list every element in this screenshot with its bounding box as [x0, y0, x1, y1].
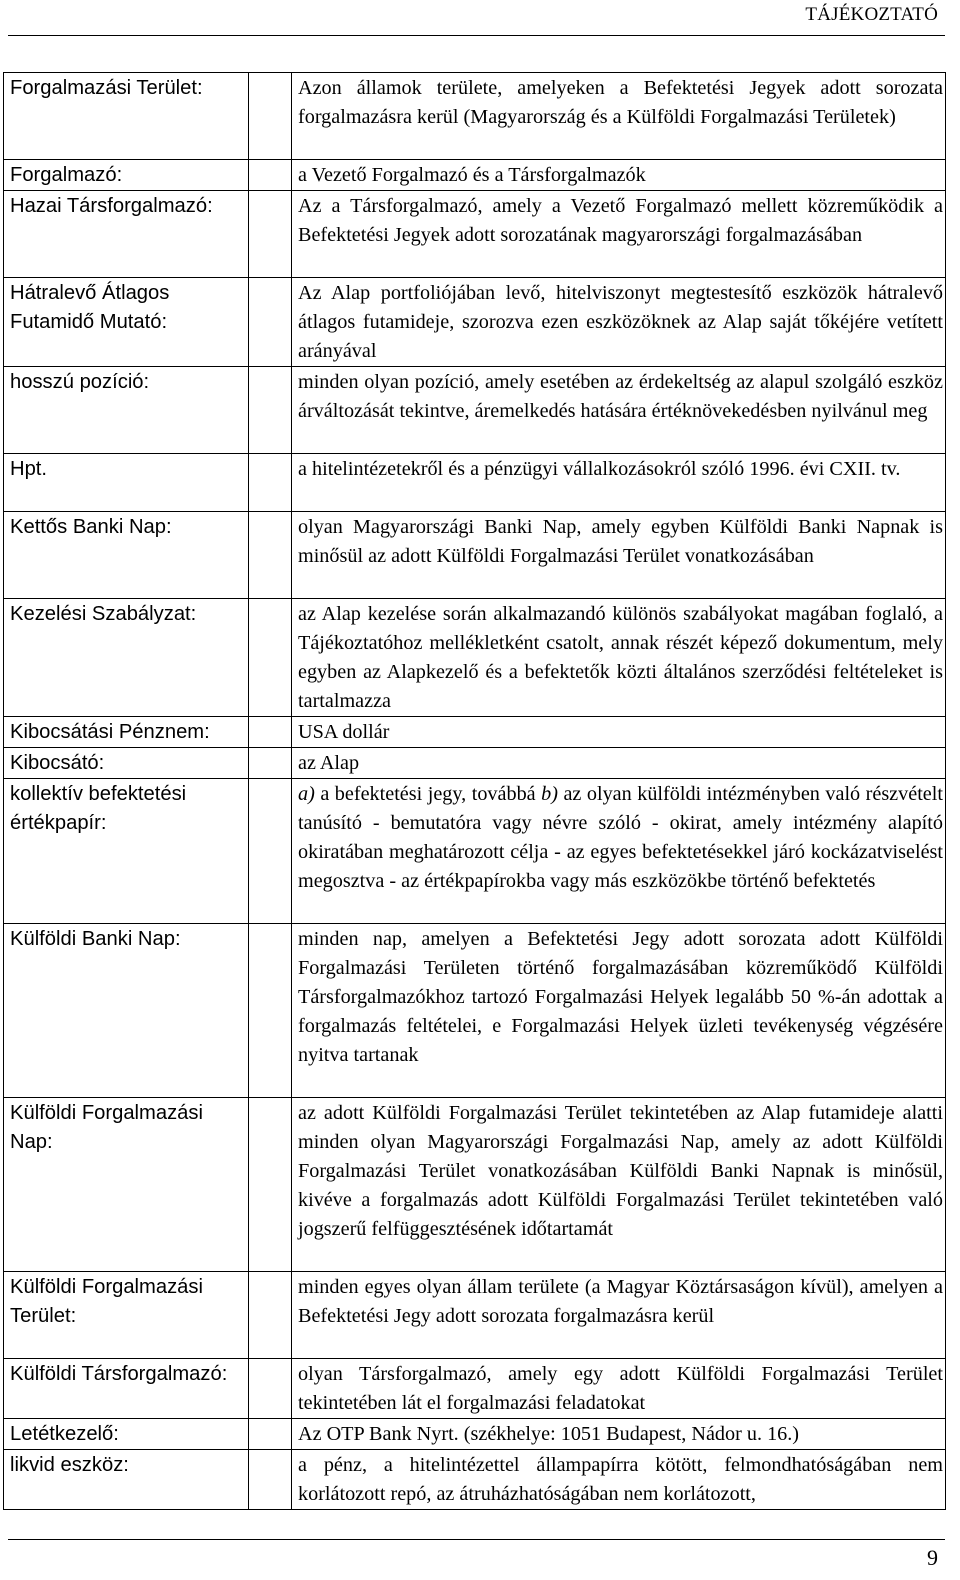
- spacer-cell: [249, 1098, 292, 1272]
- footer-rule: [8, 1539, 945, 1540]
- term-cell: Külföldi Forgalmazási Terület:: [4, 1272, 249, 1359]
- spacer-cell: [249, 73, 292, 160]
- definition-cell: az adott Külföldi Forgalmazási Terület tekintetében az Alap futamideje alatti minden olyan Magyarországi Forgalmazási Nap, amely az adott Külföldi Forgalmazási Terület vonatkozásában Külföldi Banki Napnak is minősül, kivéve a forgalmazás adott Külföldi Forgalmazási Terület tekintetében való jogszerű felfüggesztésének időtartamát: [292, 1098, 946, 1272]
- spacer-cell: [249, 924, 292, 1098]
- spacer-cell: [249, 599, 292, 717]
- definition-cell: az Alap kezelése során alkalmazandó különös szabályokat magában foglaló, a Tájékoztatóhoz mellékletként csatolt, annak részét képező dokumentum, mely egyben az Alapkezelő és a befektetők közti általános szerződési feltételeket is tartalmazza: [292, 599, 946, 717]
- definition-cell: a pénz, a hitelintézettel állampapírra kötött, felmondhatóságában nem korlátozott repó, az átruházhatóságában nem korlátozott,: [292, 1450, 946, 1510]
- term-cell: Hpt.: [4, 454, 249, 512]
- item-a-text: a befektetési jegy, továbbá: [314, 783, 542, 805]
- definition-cell: Az OTP Bank Nyrt. (székhelye: 1051 Budapest, Nádor u. 16.): [292, 1419, 946, 1450]
- definition-cell: a Vezető Forgalmazó és a Társforgalmazók: [292, 160, 946, 191]
- term-cell: Forgalmazó:: [4, 160, 249, 191]
- definition-cell: Azon államok területe, amelyeken a Befektetési Jegyek adott sorozata forgalmazásra kerül (Magyarország és a Külföldi Forgalmazási Területek): [292, 73, 946, 160]
- item-b-text: az olyan külföldi intézményben való részvételt tanúsító - bemutatóra vagy névre szóló - okirat, amely intézmény alapító okiratában meghatározott célja - az egyes befektetésekkel járó kockázatviselést megosztva - az értékpapírokba vagy más eszközökbe történő befektetés: [298, 783, 943, 892]
- spacer-cell: [249, 512, 292, 599]
- spacer-cell: [249, 1272, 292, 1359]
- spacer-cell: [249, 717, 292, 748]
- item-a-label: a): [298, 783, 315, 805]
- term-cell: kollektív befektetési értékpapír:: [4, 779, 249, 924]
- spacer-cell: [249, 748, 292, 779]
- definition-row: [4, 1272, 946, 1359]
- term-cell: Külföldi Banki Nap:: [4, 924, 249, 1098]
- spacer-cell: [249, 191, 292, 278]
- page-number: 9: [927, 1545, 938, 1570]
- spacer-cell: [249, 1450, 292, 1510]
- spacer-cell: [249, 278, 292, 367]
- definition-row: [4, 779, 946, 924]
- definition-row: [4, 160, 946, 191]
- definition-row: [4, 924, 946, 1098]
- definition-row: [4, 717, 946, 748]
- term-cell: hosszú pozíció:: [4, 367, 249, 454]
- spacer-cell: [249, 367, 292, 454]
- definition-row: [4, 454, 946, 512]
- definition-row: [4, 748, 946, 779]
- definition-cell: minden olyan pozíció, amely esetében az érdekeltség az alapul szolgáló eszköz árváltozását tekintve, áremelkedés hatására értéknövekedésben nyilvánul meg: [292, 367, 946, 454]
- term-cell: Hazai Társforgalmazó:: [4, 191, 249, 278]
- item-b-label: b): [541, 783, 558, 805]
- term-cell: Letétkezelő:: [4, 1419, 249, 1450]
- header-rule: [8, 35, 945, 36]
- definition-row: [4, 73, 946, 160]
- definition-cell: [292, 779, 946, 924]
- term-cell: Külföldi Társforgalmazó:: [4, 1359, 249, 1419]
- running-header: TÁJÉKOZTATÓ: [805, 4, 938, 25]
- spacer-cell: [249, 1419, 292, 1450]
- term-cell: Kettős Banki Nap:: [4, 512, 249, 599]
- spacer-cell: [249, 160, 292, 191]
- definition-row: [4, 599, 946, 717]
- definition-cell: olyan Társforgalmazó, amely egy adott Külföldi Forgalmazási Terület tekintetében lát el forgalmazási feladatokat: [292, 1359, 946, 1419]
- definition-row: [4, 1419, 946, 1450]
- term-cell: likvid eszköz:: [4, 1450, 249, 1510]
- term-cell: Kibocsátási Pénznem:: [4, 717, 249, 748]
- definition-cell: Az Alap portfoliójában levő, hitelviszonyt megtestesítő eszközök hátralevő átlagos futamideje, szorozva ezen eszközöknek az Alap saját tőkéjére vetített arányával: [292, 278, 946, 367]
- definition-cell: az Alap: [292, 748, 946, 779]
- definition-row: [4, 512, 946, 599]
- definition-row: [4, 278, 946, 367]
- definition-row: [4, 1359, 946, 1419]
- spacer-cell: [249, 1359, 292, 1419]
- definition-cell: olyan Magyarországi Banki Nap, amely egyben Külföldi Banki Napnak is minősül az adott Külföldi Forgalmazási Terület vonatkozásában: [292, 512, 946, 599]
- definition-cell: Az a Társforgalmazó, amely a Vezető Forgalmazó mellett közreműködik a Befektetési Jegyek adott sorozatának magyarországi forgalmazásában: [292, 191, 946, 278]
- definitions-table: [3, 72, 946, 1510]
- definition-cell: a hitelintézetekről és a pénzügyi vállalkozásokról szóló 1996. évi CXII. tv.: [292, 454, 946, 512]
- term-cell: Kibocsátó:: [4, 748, 249, 779]
- spacer-cell: [249, 454, 292, 512]
- definition-row: [4, 1098, 946, 1272]
- term-cell: Külföldi Forgalmazási Nap:: [4, 1098, 249, 1272]
- term-cell: Kezelési Szabályzat:: [4, 599, 249, 717]
- definition-row: [4, 367, 946, 454]
- spacer-cell: [249, 779, 292, 924]
- definition-cell: USA dollár: [292, 717, 946, 748]
- definition-row: [4, 1450, 946, 1510]
- definition-row: [4, 191, 946, 278]
- definition-cell: minden nap, amelyen a Befektetési Jegy adott sorozata adott Külföldi Forgalmazási Területen történő forgalmazásában közreműködő Külföldi Társforgalmazókhoz tartozó Forgalmazási Helyek legalább 50 %-án adottak a forgalmazás feltételei, e Forgalmazási Helyek üzleti tevékenység végzésére nyitva tartanak: [292, 924, 946, 1098]
- definition-cell: minden egyes olyan állam területe (a Magyar Köztársaságon kívül), amelyen a Befektetési Jegy adott sorozata forgalmazásra kerül: [292, 1272, 946, 1359]
- term-cell: Forgalmazási Terület:: [4, 73, 249, 160]
- term-cell: Hátralevő Átlagos Futamidő Mutató:: [4, 278, 249, 367]
